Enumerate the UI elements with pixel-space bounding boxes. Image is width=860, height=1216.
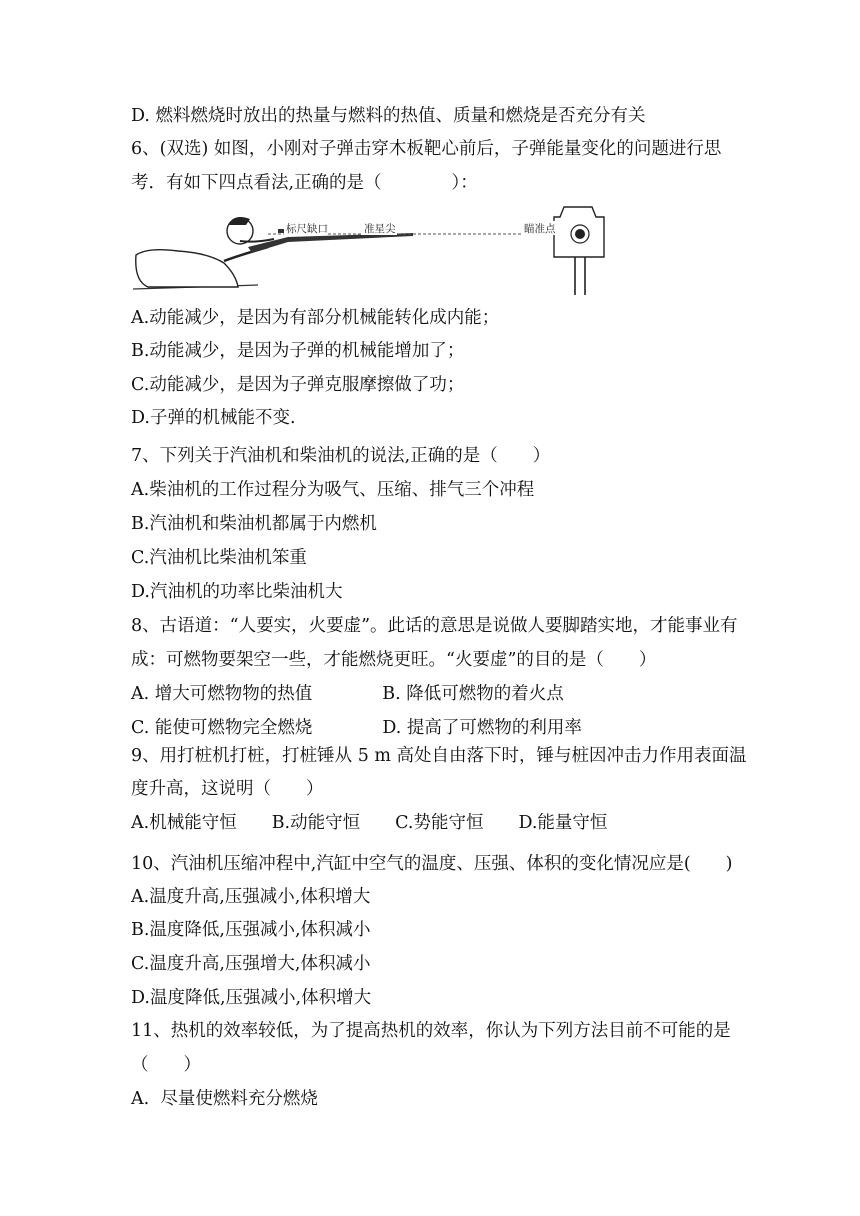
question-7: 7、下列关于汽油机和柴油机的说法,正确的是（ ） xyxy=(131,446,551,466)
option-10d: D.温度降低,压强减小,体积增大 xyxy=(131,988,372,1008)
question-6-line-2: 考．有如下四点看法,正确的是（ ）： xyxy=(131,173,478,193)
option-7d: D.汽油机的功率比柴油机大 xyxy=(131,582,343,602)
label-front-sight: 准星尖 xyxy=(364,223,396,235)
option-7a: A.柴油机的工作过程分为吸气、压缩、排气三个冲程 xyxy=(131,480,535,500)
option-6b: B.动能减少，是因为子弹的机械能增加了； xyxy=(131,341,465,361)
label-aim-point: 瞄准点 xyxy=(524,223,556,235)
option-10c: C.温度升高,压强增大,体积减小 xyxy=(131,954,371,974)
question-6-line-1: 6、(双选) 如图，小刚对子弹击穿木板靶心前后，子弹能量变化的问题进行思 xyxy=(131,139,722,159)
question-11-line-2: （ ） xyxy=(131,1055,201,1075)
option-7b: B.汽油机和柴油机都属于内燃机 xyxy=(131,514,377,534)
option-10b: B.温度降低,压强减小,体积减小 xyxy=(131,920,371,940)
rifle-aiming-figure xyxy=(128,203,618,299)
question-8-line-1: 8、古语道：“人要实，火要虚”。此话的意思是说做人要脚踏实地，才能事业有 xyxy=(131,616,738,636)
question-9-line-2: 度升高，这说明（ ） xyxy=(131,779,324,799)
option-6c: C.动能减少，是因为子弹克服摩擦做了功； xyxy=(131,375,465,395)
option-10a: A.温度升高,压强减小,体积增大 xyxy=(131,887,371,907)
option-7c: C.汽油机比柴油机笨重 xyxy=(131,548,307,568)
question-8-line-2: 成：可燃物要架空一些，才能燃烧更旺。“火要虚”的目的是（ ） xyxy=(131,650,657,670)
options-9: A.机械能守恒 B.动能守恒 C.势能守恒 D.能量守恒 xyxy=(131,813,608,833)
option-11a: A. 尽量使燃料充分燃烧 xyxy=(131,1089,318,1109)
question-9-line-1: 9、用打桩机打桩，打桩锤从 5 m 高处自由落下时，锤与桩因冲击力作用表面温 xyxy=(131,746,747,766)
option-6a: A.动能减少，是因为有部分机械能转化成内能； xyxy=(131,308,500,328)
option-5d: D. 燃料燃烧时放出的热量与燃料的热值、质量和燃烧是否充分有关 xyxy=(131,106,646,126)
question-11-line-1: 11、热机的效率较低，为了提高热机的效率，你认为下列方法目前不可能的是 xyxy=(131,1021,731,1041)
options-8cd: C. 能使可燃物完全燃烧 D. 提高了可燃物的利用率 xyxy=(131,718,582,738)
options-8ab: A. 增大可燃物物的热值 B. 降低可燃物的着火点 xyxy=(131,684,564,704)
option-6d: D.子弹的机械能不变. xyxy=(131,408,296,428)
label-rear-sight: 标尺缺口 xyxy=(286,223,328,235)
question-10: 10、汽油机压缩冲程中,汽缸中空气的温度、压强、体积的变化情况应是( ) xyxy=(131,854,733,874)
